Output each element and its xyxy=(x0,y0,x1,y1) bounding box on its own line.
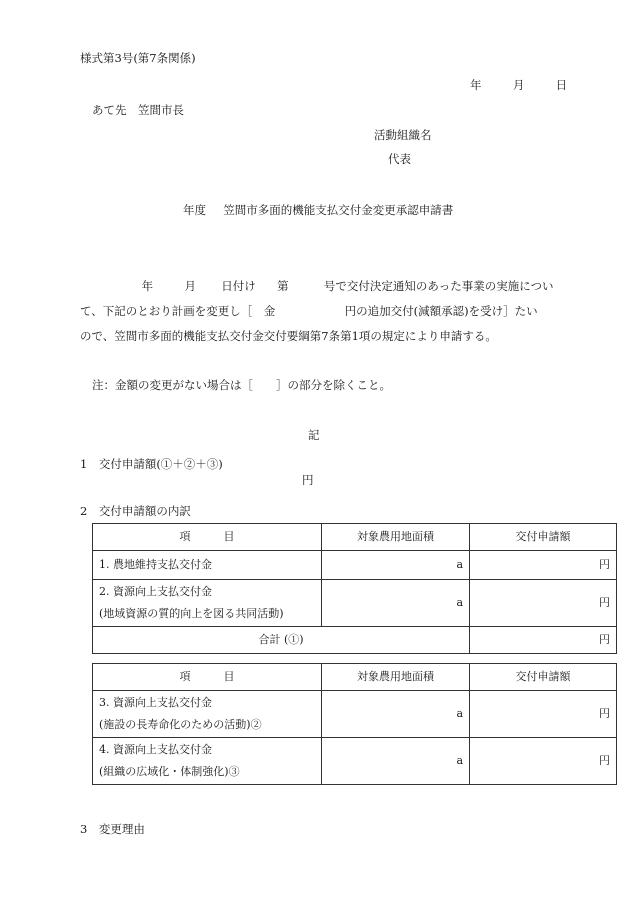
breakdown-table-2 xyxy=(92,663,617,785)
applicant-rep: 代表 xyxy=(388,152,411,166)
row-label xyxy=(93,580,322,627)
area-unit: a xyxy=(322,580,470,627)
table-row xyxy=(93,551,617,580)
section-3-label: 3 変更理由 xyxy=(80,822,145,836)
applicant-org: 活動組織名 xyxy=(374,128,432,142)
total-label: 合計 (①) xyxy=(93,627,470,654)
title-text: 笠間市多面的機能支払交付金変更承認申請書 xyxy=(223,203,454,217)
col-header-item: 項 目 xyxy=(93,524,322,551)
row-label-line-1: 2. 資源向上支払交付金 xyxy=(99,585,212,598)
row-label-line-1: 3. 資源向上支払交付金 xyxy=(99,696,212,709)
amount-unit: 円 xyxy=(470,551,617,580)
row-label xyxy=(93,738,322,785)
body-no: 第 xyxy=(277,279,289,293)
body-line-3: ので、笠間市多面的機能支払交付金交付要綱第7条第1項の規定により申請する。 xyxy=(80,329,497,343)
document-title xyxy=(183,202,453,218)
row-label-line-2: (施設の長寿命化のための活動)② xyxy=(99,718,262,731)
total-row xyxy=(93,627,617,654)
body-line-1-tail: 号で交付決定通知のあった事業の実施につい xyxy=(323,279,554,293)
body-line-1 xyxy=(80,278,554,294)
breakdown-table-1 xyxy=(92,523,617,654)
addressee: あて先 笠間市長 xyxy=(92,103,184,117)
row-label-line-1: 4. 資源向上支払交付金 xyxy=(99,743,212,756)
form-number: 様式第3号(第7条関係) xyxy=(80,51,196,65)
date-line xyxy=(470,77,567,93)
table-header-row xyxy=(93,524,617,551)
date-year: 年 xyxy=(470,78,482,92)
body-line-2 xyxy=(80,303,538,319)
body-line-2-b: 円の追加交付(減額承認)を受け］たい xyxy=(344,304,538,318)
title-prefix: 年度 xyxy=(183,203,206,217)
section-1-label: 1 交付申請額(①＋②＋③) xyxy=(80,457,223,471)
col-header-amount: 交付申請額 xyxy=(470,664,617,691)
row-label xyxy=(93,691,322,738)
col-header-area: 対象農用地面積 xyxy=(322,664,470,691)
ki-heading: 記 xyxy=(308,428,320,442)
body-line-2-a: て、下記のとおり計画を変更し［ 金 xyxy=(80,304,276,318)
row-label-line-2: (組織の広域化・体制強化)③ xyxy=(99,765,240,778)
area-unit: a xyxy=(322,551,470,580)
section-2-label: 2 交付申請額の内訳 xyxy=(80,504,191,518)
table-header-row xyxy=(93,664,617,691)
table-row xyxy=(93,691,617,738)
date-day: 日 xyxy=(555,78,568,92)
area-unit: a xyxy=(322,691,470,738)
col-header-item: 項 目 xyxy=(93,664,322,691)
amount-unit: 円 xyxy=(470,691,617,738)
row-label-line-2: (地域資源の質的向上を図る共同活動) xyxy=(99,607,284,620)
amount-unit: 円 xyxy=(470,580,617,627)
body-year: 年 xyxy=(141,279,154,293)
row-label: 1. 農地維持支払交付金 xyxy=(93,551,322,580)
table-row xyxy=(93,738,617,785)
amount-unit: 円 xyxy=(470,627,617,654)
amount-unit: 円 xyxy=(470,738,617,785)
table-row xyxy=(93,580,617,627)
col-header-amount: 交付申請額 xyxy=(470,524,617,551)
col-header-area: 対象農用地面積 xyxy=(322,524,470,551)
body-date-suffix: 日付け xyxy=(221,279,256,293)
note: 注：金額の変更がない場合は［ ］の部分を除くこと。 xyxy=(92,378,391,392)
date-month: 月 xyxy=(512,78,525,92)
area-unit: a xyxy=(322,738,470,785)
body-month: 月 xyxy=(184,279,196,293)
section-1-yen: 円 xyxy=(302,473,314,487)
